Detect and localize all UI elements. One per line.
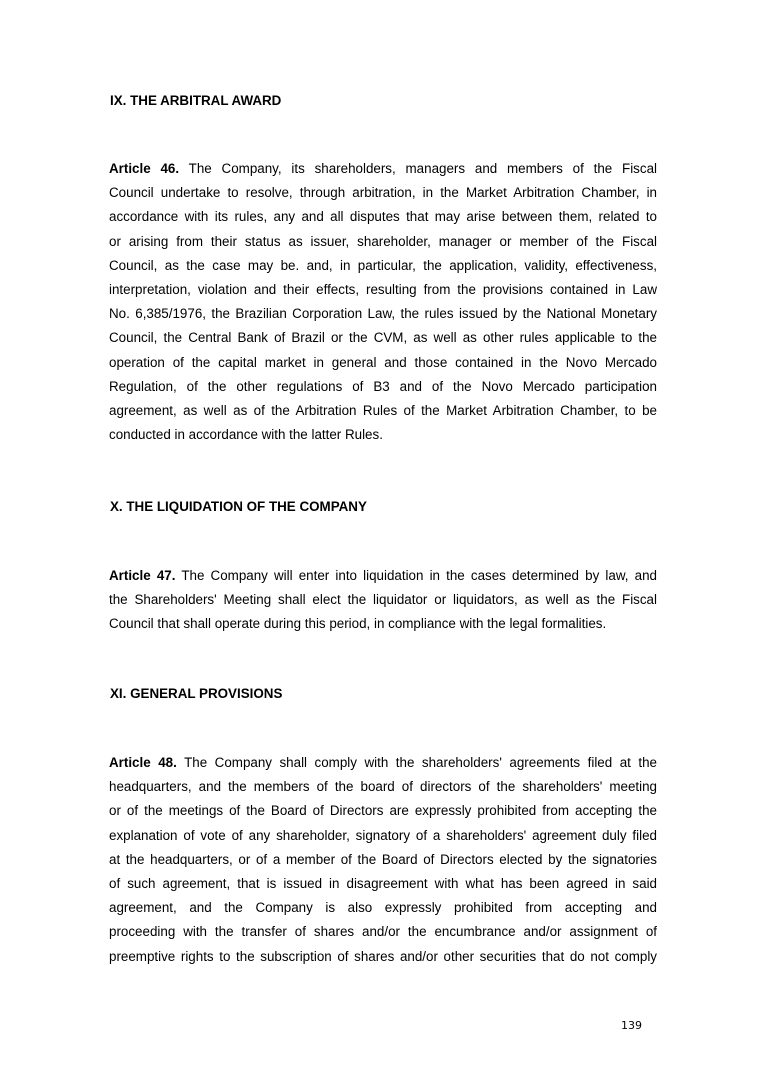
paragraph-line: agreement, and the Company is also expressly prohibited from accepting and [109, 900, 657, 916]
article-47-paragraph [109, 564, 657, 637]
section-heading-x: X. THE LIQUIDATION OF THE COMPANY [110, 499, 367, 514]
page-number: 139 [621, 1019, 642, 1032]
paragraph-line: preemptive rights to the subscription of shares and/or other securities that do not comply [109, 948, 657, 964]
paragraph-line: No. 6,385/1976, the Brazilian Corporation Law, the rules issued by the National Monetary [109, 306, 657, 322]
paragraph-line: Council that shall operate during this period, in compliance with the legal formalities. [109, 616, 607, 632]
section-heading-ix: IX. THE ARBITRAL AWARD [110, 93, 282, 108]
paragraph-line: or of the meetings of the Board of Directors are expressly prohibited from accepting the [109, 803, 657, 819]
paragraph-line: accordance with its rules, any and all disputes that may arise between them, related to [109, 209, 657, 225]
article-48-paragraph [109, 751, 657, 969]
section-heading-xi: XI. GENERAL PROVISIONS [110, 686, 283, 701]
paragraph-line: explanation of vote of any shareholder, signatory of a shareholders' agreement duly filed [109, 827, 657, 843]
paragraph-line: of such agreement, that is issued in disagreement with what has been agreed in said [109, 875, 657, 891]
article-47-label: Article 47. [109, 568, 176, 583]
paragraph-line: proceeding with the transfer of shares and/or the encumbrance and/or assignment of [109, 924, 657, 940]
paragraph-line: Council, the Central Bank of Brazil or the CVM, as well as other rules applicable to the [109, 330, 657, 346]
paragraph-line: interpretation, violation and their effects, resulting from the provisions contained in Law [109, 281, 657, 297]
article-48-label: Article 48. [109, 755, 177, 770]
article-46-paragraph [109, 157, 657, 447]
paragraph-line: Article 46. The Company, its shareholders, managers and members of the Fiscal [109, 161, 657, 176]
paragraph-line: conducted in accordance with the latter Rules. [109, 427, 383, 443]
paragraph-line: Article 48. The Company shall comply with the shareholders' agreements filed at the [109, 755, 657, 770]
paragraph-line: Article 47. The Company will enter into liquidation in the cases determined by law, and [109, 568, 657, 583]
paragraph-line: at the headquarters, or of a member of the Board of Directors elected by the signatories [109, 851, 657, 867]
paragraph-line: the Shareholders' Meeting shall elect the liquidator or liquidators, as well as the Fiscal [109, 592, 657, 608]
paragraph-line: Council undertake to resolve, through arbitration, in the Market Arbitration Chamber, in [109, 185, 657, 201]
paragraph-line: Regulation, of the other regulations of B3 and of the Novo Mercado participation [109, 378, 657, 394]
paragraph-line: or arising from their status as issuer, shareholder, manager or member of the Fiscal [109, 233, 657, 249]
paragraph-line: agreement, as well as of the Arbitration Rules of the Market Arbitration Chamber, to be [109, 402, 657, 418]
paragraph-line: Council, as the case may be. and, in particular, the application, validity, effectiveness, [109, 257, 657, 273]
article-46-label: Article 46. [109, 161, 180, 176]
paragraph-line: operation of the capital market in general and those contained in the Novo Mercado [109, 354, 657, 370]
paragraph-line: headquarters, and the members of the board of directors of the shareholders' meeting [109, 779, 657, 795]
